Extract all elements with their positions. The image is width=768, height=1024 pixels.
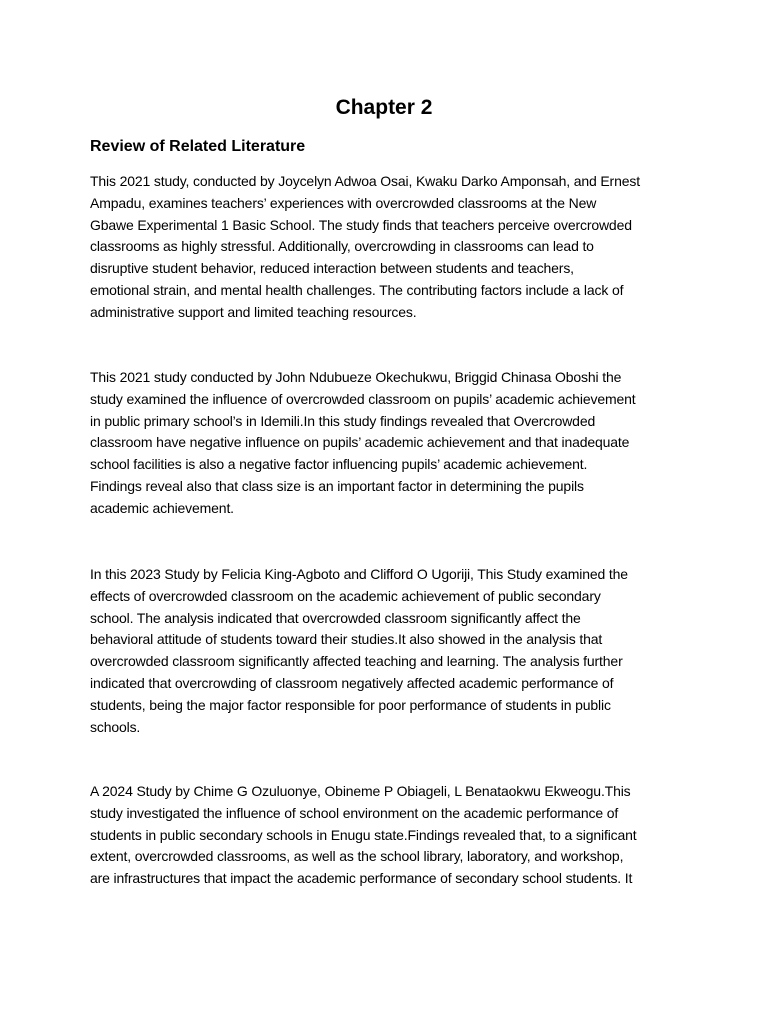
text-line: indicated that overcrowding of classroom negatively affected academic performance of <box>90 674 614 691</box>
text-line: administrative support and limited teaching resources. <box>90 303 417 320</box>
text-line: academic achievement. <box>90 499 234 516</box>
text-line: study examined the influence of overcrowded classroom on pupils’ academic achievement <box>90 390 636 407</box>
text-line: study investigated the influence of school environment on the academic performance of <box>90 804 619 821</box>
text-line: overcrowded classroom significantly affected teaching and learning. The analysis further <box>90 653 623 670</box>
text-line: A 2024 Study by Chime G Ozuluonye, Obineme P Obiageli, L Benataokwu Ekweogu.This <box>90 783 631 799</box>
text-line: schools. <box>90 718 141 735</box>
text-line: In this 2023 Study by Felicia King-Agboto and Clifford O Ugoriji, This Study examined the <box>90 566 628 582</box>
text-line: effects of overcrowded classroom on the academic achievement of public secondary <box>90 587 601 604</box>
text-line: behavioral attitude of students toward their studies.It also showed in the analysis that <box>90 631 603 648</box>
text-line: classroom have negative influence on pupils’ academic achievement and that inadequate <box>90 434 630 451</box>
text-line: Ampadu, examines teachers’ experiences with overcrowded classrooms at the New <box>90 194 597 211</box>
text-line: Findings reveal also that class size is an important factor in determining the pupils <box>90 477 584 494</box>
text-line: This 2021 study, conducted by Joycelyn Adwoa Osai, Kwaku Darko Amponsah, and Ernest <box>90 173 640 189</box>
text-line: in public primary school’s in Idemili.In this study findings revealed that Overcrowded <box>90 412 596 429</box>
text-line: school. The analysis indicated that overcrowded classroom significantly affect the <box>90 609 581 626</box>
paragraph-king-agboto-2023 <box>90 564 684 738</box>
text-line: This 2021 study conducted by John Ndubueze Okechukwu, Briggid Chinasa Oboshi the <box>90 369 622 385</box>
chapter-title: Chapter 2 <box>335 96 433 119</box>
paragraph-okechukwu-2021 <box>90 367 684 520</box>
text-line: extent, overcrowded classrooms, as well as the school library, laboratory, and workshop, <box>90 848 624 865</box>
text-line: school facilities is also a negative factor influencing pupils’ academic achievement. <box>90 456 588 473</box>
text-line: students in public secondary schools in Enugu state.Findings revealed that, to a significant <box>90 826 637 843</box>
section-heading: Review of Related Literature <box>90 138 306 155</box>
text-line: students, being the major factor responsible for poor performance of students in public <box>90 696 611 713</box>
text-line: classrooms as highly stressful. Additionally, overcrowding in classrooms can lead to <box>90 238 594 255</box>
paragraph-osai-2021 <box>90 171 684 324</box>
text-line: Gbawe Experimental 1 Basic School. The study finds that teachers perceive overcrowded <box>90 216 632 233</box>
text-line: emotional strain, and mental health challenges. The contributing factors include a lack of <box>90 281 624 298</box>
text-line: are infrastructures that impact the academic performance of secondary school students. It <box>90 870 633 887</box>
text-line: disruptive student behavior, reduced interaction between students and teachers, <box>90 260 574 277</box>
paragraph-ozuluonye-2024 <box>90 781 684 890</box>
